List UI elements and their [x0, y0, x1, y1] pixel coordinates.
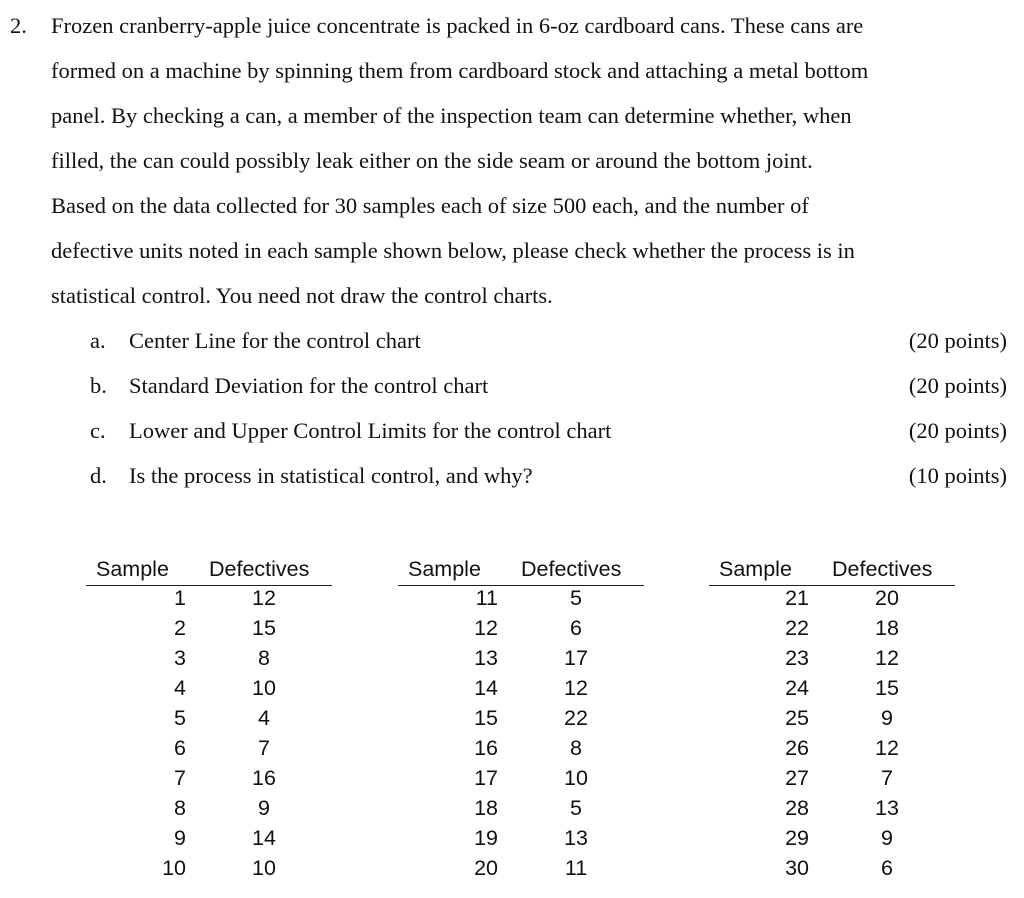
sample-cell: 20: [474, 856, 498, 880]
question-line: Based on the data collected for 30 samples each of size 500 each, and the number of: [51, 193, 809, 218]
defectives-cell: 14: [252, 826, 276, 850]
defectives-cell: 8: [258, 646, 270, 670]
table-row: [709, 646, 955, 676]
defectives-cell: 7: [258, 736, 270, 760]
question-line: statistical control. You need not draw the control charts.: [51, 283, 553, 308]
table-row: [398, 586, 644, 616]
defectives-cell: 12: [875, 736, 899, 760]
sample-cell: 19: [474, 826, 498, 850]
defectives-cell: 13: [875, 796, 899, 820]
defectives-cell: 9: [258, 796, 270, 820]
table-row: [709, 856, 955, 886]
question-line: defective units noted in each sample shown below, please check whether the process is in: [51, 238, 855, 263]
table-row: [709, 796, 955, 826]
sample-column-header: Sample: [408, 557, 481, 581]
defectives-cell: 12: [252, 586, 276, 610]
table-row: [709, 586, 955, 616]
defectives-cell: 9: [881, 826, 893, 850]
sample-cell: 5: [174, 706, 186, 730]
sample-cell: 3: [174, 646, 186, 670]
defectives-cell: 4: [258, 706, 270, 730]
defectives-cell: 12: [564, 676, 588, 700]
defectives-cell: 10: [252, 676, 276, 700]
defectives-table-3: [709, 556, 955, 886]
part-text: Lower and Upper Control Limits for the control chart: [129, 418, 612, 443]
question-number: 2.: [10, 13, 27, 38]
part-points: (20 points): [908, 373, 1007, 398]
defectives-cell: 9: [881, 706, 893, 730]
part-points: (20 points): [908, 418, 1007, 443]
part-text: Standard Deviation for the control chart: [129, 373, 489, 398]
sample-cell: 13: [474, 646, 498, 670]
defectives-cell: 16: [252, 766, 276, 790]
table-header: [709, 556, 955, 586]
table-row: [398, 676, 644, 706]
defectives-cell: 13: [564, 826, 588, 850]
sample-cell: 29: [785, 826, 809, 850]
sample-cell: 22: [785, 616, 809, 640]
table-row: [398, 646, 644, 676]
sample-cell: 21: [785, 586, 809, 610]
table-header: [86, 556, 332, 586]
defectives-cell: 22: [564, 706, 588, 730]
question-part-b: [0, 373, 1024, 403]
defectives-cell: 15: [875, 676, 899, 700]
part-points: (10 points): [908, 463, 1007, 488]
table-row: [398, 826, 644, 856]
question-part-d: [0, 463, 1024, 493]
defectives-cell: 20: [875, 586, 899, 610]
sample-cell: 6: [174, 736, 186, 760]
sample-cell: 18: [474, 796, 498, 820]
table-row: [709, 616, 955, 646]
sample-cell: 25: [785, 706, 809, 730]
table-row: [398, 856, 644, 886]
table-row: [709, 826, 955, 856]
defectives-cell: 6: [881, 856, 893, 880]
defectives-cell: 11: [564, 856, 588, 880]
question-part-c: [0, 418, 1024, 448]
sample-cell: 4: [174, 676, 186, 700]
question-line: panel. By checking a can, a member of the inspection team can determine whether, when: [51, 103, 852, 128]
defectives-column-header: Defectives: [832, 557, 933, 581]
table-row: [86, 706, 332, 736]
sample-column-header: Sample: [719, 557, 792, 581]
sample-cell: 12: [474, 616, 498, 640]
table-header: [398, 556, 644, 586]
defectives-cell: 17: [564, 646, 588, 670]
question-line: Frozen cranberry-apple juice concentrate is packed in 6-oz cardboard cans. These cans are: [51, 13, 864, 38]
table-row: [86, 616, 332, 646]
table-row: [398, 706, 644, 736]
sample-cell: 1: [174, 586, 186, 610]
defectives-cell: 6: [570, 616, 582, 640]
defectives-cell: 10: [564, 766, 588, 790]
defectives-cell: 7: [881, 766, 893, 790]
sample-cell: 8: [174, 796, 186, 820]
defectives-cell: 12: [875, 646, 899, 670]
sample-column-header: Sample: [96, 557, 169, 581]
defectives-table-2: [398, 556, 644, 886]
question-line: filled, the can could possibly leak either on the side seam or around the bottom joint.: [51, 148, 813, 173]
part-letter: d.: [90, 463, 107, 488]
sample-cell: 2: [174, 616, 186, 640]
table-row: [398, 736, 644, 766]
table-row: [86, 676, 332, 706]
sample-cell: 27: [785, 766, 809, 790]
defectives-cell: 8: [570, 736, 582, 760]
sample-cell: 10: [162, 856, 186, 880]
table-row: [86, 796, 332, 826]
sample-cell: 7: [174, 766, 186, 790]
sample-cell: 9: [174, 826, 186, 850]
sample-cell: 30: [785, 856, 809, 880]
sample-cell: 28: [785, 796, 809, 820]
table-row: [709, 676, 955, 706]
table-row: [398, 766, 644, 796]
question-line: formed on a machine by spinning them from cardboard stock and attaching a metal bottom: [51, 58, 869, 83]
part-text: Center Line for the control chart: [129, 328, 421, 353]
table-row: [86, 646, 332, 676]
sample-cell: 24: [785, 676, 809, 700]
sample-cell: 26: [785, 736, 809, 760]
table-row: [86, 826, 332, 856]
sample-cell: 23: [785, 646, 809, 670]
table-row: [86, 766, 332, 796]
part-letter: b.: [90, 373, 107, 398]
part-letter: a.: [90, 328, 106, 353]
sample-cell: 15: [474, 706, 498, 730]
defectives-cell: 5: [570, 586, 582, 610]
sample-cell: 11: [475, 586, 498, 610]
table-row: [709, 766, 955, 796]
table-row: [709, 706, 955, 736]
defectives-cell: 15: [252, 616, 276, 640]
part-letter: c.: [90, 418, 106, 443]
defectives-cell: 5: [570, 796, 582, 820]
defectives-cell: 10: [252, 856, 276, 880]
sample-cell: 14: [474, 676, 498, 700]
part-text: Is the process in statistical control, and why?: [129, 463, 533, 488]
table-row: [709, 736, 955, 766]
table-row: [86, 736, 332, 766]
sample-cell: 17: [474, 766, 498, 790]
defectives-table-1: [86, 556, 332, 886]
defectives-column-header: Defectives: [521, 557, 622, 581]
table-row: [86, 586, 332, 616]
question-part-a: [0, 328, 1024, 358]
table-row: [398, 796, 644, 826]
defectives-cell: 18: [875, 616, 899, 640]
part-points: (20 points): [908, 328, 1007, 353]
sample-cell: 16: [474, 736, 498, 760]
table-row: [398, 616, 644, 646]
defectives-column-header: Defectives: [209, 557, 310, 581]
table-row: [86, 856, 332, 886]
